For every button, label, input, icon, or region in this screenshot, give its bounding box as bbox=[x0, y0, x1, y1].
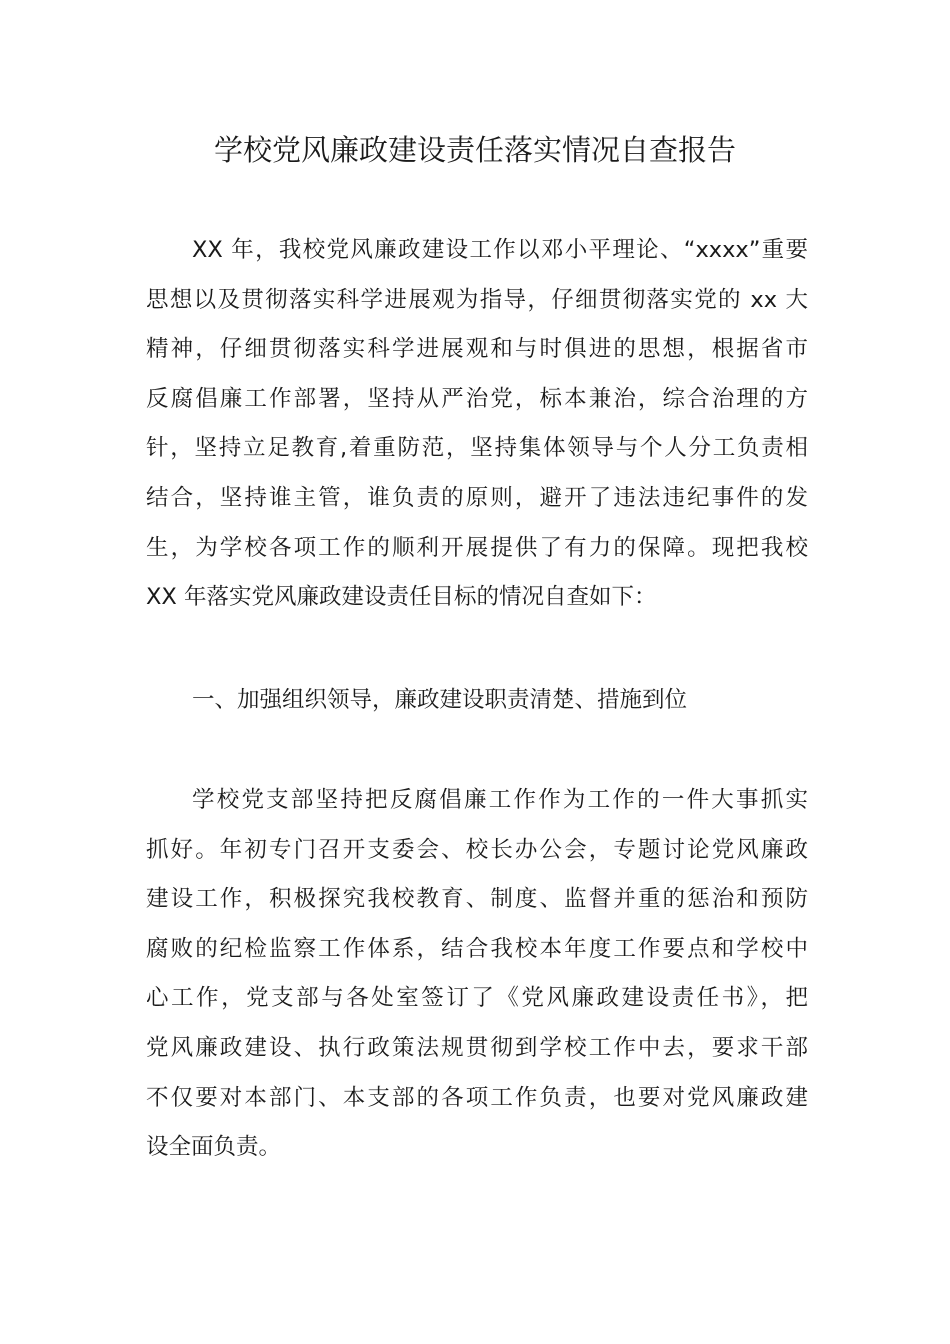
document-title: 学校党风廉政建设责任落实情况自查报告 bbox=[213, 133, 736, 167]
paragraph-line: 党风廉政建设、执行政策法规贯彻到学校工作中去，要求干部 bbox=[146, 1034, 808, 1061]
paragraph-section-1 bbox=[146, 776, 808, 1173]
paragraph-line: XX 年，我校党风廉政建设工作以邓小平理论、“xxxx”重要 bbox=[192, 237, 808, 263]
paragraph-line: 学校党支部坚持把反腐倡廉工作作为工作的一件大事抓实 bbox=[192, 787, 808, 813]
section-heading-1 bbox=[146, 676, 808, 726]
paragraph-line: 思想以及贯彻落实科学进展观为指导，仔细贯彻落实党的 xx 大 bbox=[146, 286, 808, 313]
paragraph-line: 腐败的纪检监察工作体系，结合我校本年度工作要点和学校中 bbox=[146, 935, 808, 962]
section-heading-text: 一、加强组织领导，廉政建设职责清楚、措施到位 bbox=[192, 687, 688, 713]
paragraph-line: XX 年落实党风廉政建设责任目标的情况自查如下： bbox=[146, 584, 657, 611]
paragraph-line: 反腐倡廉工作部署，坚持从严治党，标本兼治，综合治理的方 bbox=[146, 385, 808, 412]
paragraph-line: 结合，坚持谁主管，谁负责的原则，避开了违法违纪事件的发 bbox=[146, 484, 808, 511]
paragraph-line: 抓好。年初专门召开支委会、校长办公会，专题讨论党风廉政 bbox=[146, 836, 808, 863]
paragraph-line: 设全面负责。 bbox=[146, 1134, 282, 1161]
paragraph-line: 精神，仔细贯彻落实科学进展观和与时俱进的思想，根据省市 bbox=[146, 336, 808, 363]
paragraph-line: 建设工作，积极探究我校教育、制度、监督并重的惩治和预防 bbox=[146, 886, 808, 913]
paragraph-line: 针，坚持立足教育,着重防范，坚持集体领导与个人分工负责相 bbox=[146, 435, 808, 462]
paragraph-intro bbox=[146, 226, 808, 623]
paragraph-line: 不仅要对本部门、本支部的各项工作负责，也要对党风廉政建 bbox=[146, 1084, 808, 1111]
paragraph-line: 生，为学校各项工作的顺利开展提供了有力的保障。现把我校 bbox=[146, 534, 808, 561]
paragraph-line: 心工作，党支部与各处室签订了《党风廉政建设责任书》，把 bbox=[146, 985, 808, 1012]
